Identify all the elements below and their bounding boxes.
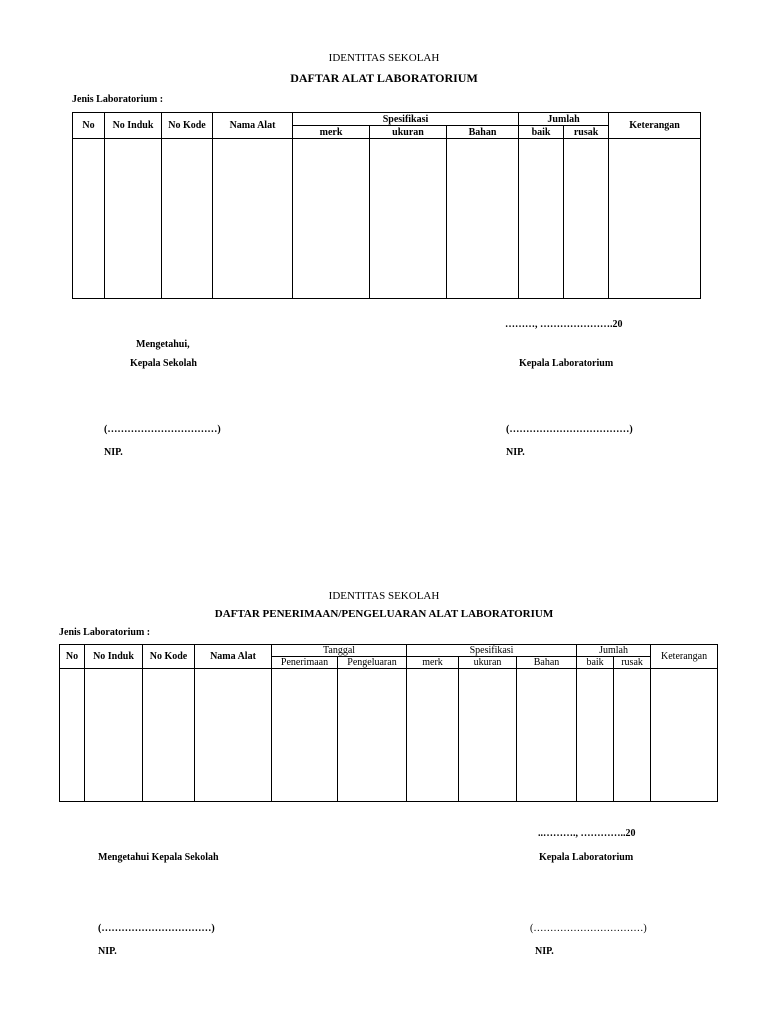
table-cell[interactable]: [564, 139, 609, 299]
table-cell[interactable]: [73, 139, 105, 299]
header-bahan: Bahan: [447, 126, 519, 139]
header-keterangan: Keterangan: [651, 645, 718, 669]
nip-right: NIP.: [535, 946, 554, 957]
table-cell[interactable]: [293, 139, 370, 299]
acknowledge-label: Mengetahui,: [136, 339, 190, 350]
school-identity: IDENTITAS SEKOLAH: [328, 52, 440, 64]
lab-head-label: Kepala Laboratorium: [539, 852, 634, 863]
table-cell[interactable]: [370, 139, 447, 299]
header-merk: merk: [293, 126, 370, 139]
header-tanggal: Tanggal: [272, 645, 407, 657]
header-nama-alat: Nama Alat: [195, 645, 272, 669]
header-baik: baik: [519, 126, 564, 139]
equipment-table: [72, 112, 701, 299]
table-row: [73, 139, 701, 299]
header-nama-alat: Nama Alat: [213, 113, 293, 139]
acknowledge-principal-label: Mengetahui Kepala Sekolah: [98, 852, 219, 863]
transaction-table: [59, 644, 718, 802]
header-spesifikasi: Spesifikasi: [407, 645, 577, 657]
table-cell[interactable]: [651, 669, 718, 802]
header-penerimaan: Penerimaan: [272, 657, 338, 669]
table-cell[interactable]: [517, 669, 577, 802]
signature-left: (……………………………): [104, 424, 221, 435]
header-no: No: [60, 645, 85, 669]
table-cell[interactable]: [213, 139, 293, 299]
header-pengeluaran: Pengeluaran: [338, 657, 407, 669]
table-cell[interactable]: [195, 669, 272, 802]
table-cell[interactable]: [459, 669, 517, 802]
signature-right: (……………………………): [530, 923, 647, 934]
signature-right: (………………………………): [506, 424, 633, 435]
table-cell[interactable]: [143, 669, 195, 802]
table-cell[interactable]: [85, 669, 143, 802]
header-rusak: rusak: [564, 126, 609, 139]
form-title: DAFTAR PENERIMAAN/PENGELUARAN ALAT LABORATORIUM: [214, 608, 554, 620]
header-no: No: [73, 113, 105, 139]
header-ukuran: ukuran: [370, 126, 447, 139]
table-row: [60, 669, 718, 802]
table-cell[interactable]: [447, 139, 519, 299]
table-cell[interactable]: [105, 139, 162, 299]
table-cell[interactable]: [519, 139, 564, 299]
table-cell[interactable]: [272, 669, 338, 802]
header-merk: merk: [407, 657, 459, 669]
lab-type-label: Jenis Laboratorium :: [72, 94, 164, 105]
nip-left: NIP.: [104, 447, 123, 458]
header-keterangan: Keterangan: [609, 113, 701, 139]
header-jumlah: Jumlah: [519, 113, 609, 126]
header-no-kode: No Kode: [143, 645, 195, 669]
header-jumlah: Jumlah: [577, 645, 651, 657]
date-line: ..………., …………..20: [538, 828, 636, 839]
lab-type-label: Jenis Laboratorium :: [59, 627, 151, 638]
header-baik: baik: [577, 657, 614, 669]
nip-left: NIP.: [98, 946, 117, 957]
header-spesifikasi: Spesifikasi: [293, 113, 519, 126]
signature-left: (……………………………): [98, 923, 215, 934]
nip-right: NIP.: [506, 447, 525, 458]
table-cell[interactable]: [577, 669, 614, 802]
header-rusak: rusak: [614, 657, 651, 669]
school-identity: IDENTITAS SEKOLAH: [328, 590, 440, 602]
table-cell[interactable]: [60, 669, 85, 802]
header-bahan: Bahan: [517, 657, 577, 669]
date-line: ………, ………………….20: [505, 319, 623, 330]
table-cell[interactable]: [338, 669, 407, 802]
table-cell[interactable]: [609, 139, 701, 299]
header-no-induk: No Induk: [105, 113, 162, 139]
table-cell[interactable]: [407, 669, 459, 802]
table-cell[interactable]: [162, 139, 213, 299]
header-no-induk: No Induk: [85, 645, 143, 669]
principal-label: Kepala Sekolah: [130, 358, 197, 369]
table-cell[interactable]: [614, 669, 651, 802]
header-no-kode: No Kode: [162, 113, 213, 139]
form-title: DAFTAR ALAT LABORATORIUM: [290, 71, 478, 85]
header-ukuran: ukuran: [459, 657, 517, 669]
lab-head-label: Kepala Laboratorium: [519, 358, 614, 369]
